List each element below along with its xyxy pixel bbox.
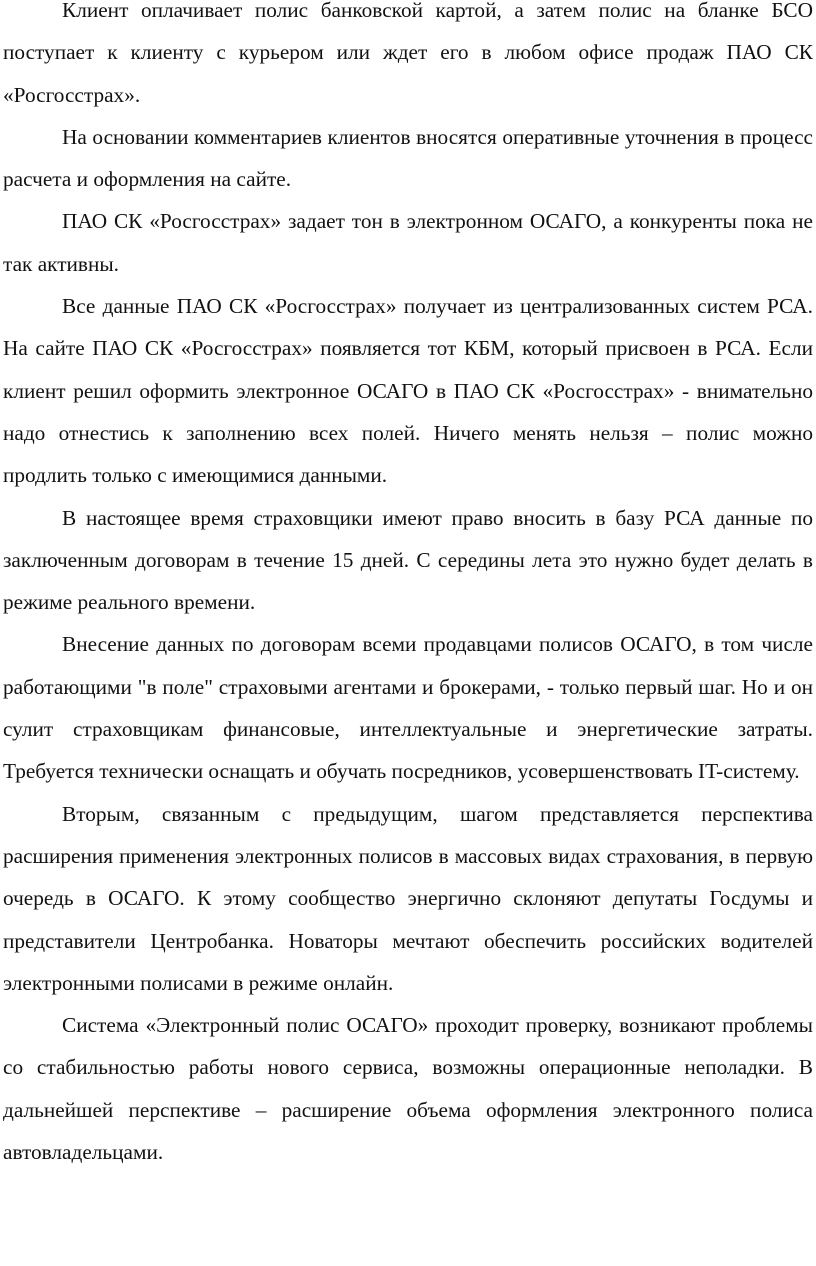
- paragraph-1: Клиент оплачивает полис банковской картой, а затем полис на бланке БСО поступает к клиенту с курьером или ждет его в любом офисе продаж ПАО СК «Росгосстрах».: [3, 0, 813, 107]
- paragraph-6: Внесение данных по договорам всеми продавцами полисов ОСАГО, в том числе работающими "в поле" страховыми агентами и брокерами, - только первый шаг. Но и он сулит страховщикам финансовые, интеллектуальные и энергетические затраты. Требуется технически оснащать и обучать посредников, усовершенствовать IT-систему.: [3, 632, 813, 784]
- paragraph-2: На основании комментариев клиентов вносятся оперативные уточнения в процесс расчета и оформления на сайте.: [3, 124, 813, 192]
- paragraph-8: Система «Электронный полис ОСАГО» проходит проверку, возникают проблемы со стабильностью работы нового сервиса, возможны операционные неполадки. В дальнейшей перспективе – расширение объема оформления электронного полиса автовладельцами.: [3, 1013, 813, 1165]
- paragraph-7: Вторым, связанным с предыдущим, шагом представляется перспектива расширения применения электронных полисов в массовых видах страхования, в первую очередь в ОСАГО. К этому сообщество энергично склоняют депутаты Госдумы и представители Центробанка. Новаторы мечтают обеспечить российских водителей электронными полисами в режиме онлайн.: [3, 801, 813, 995]
- paragraph-3: ПАО СК «Росгосстрах» задает тон в электронном ОСАГО, а конкуренты пока не так активны.: [3, 209, 813, 276]
- paragraph-5: В настоящее время страховщики имеют право вносить в базу РСА данные по заключенным договорам в течение 15 дней. С середины лета это нужно будет делать в режиме реального времени.: [3, 505, 813, 615]
- paragraph-4: Все данные ПАО СК «Росгосстрах» получает из централизованных систем РСА. На сайте ПАО СК «Росгосстрах» появляется тот КБМ, который присвоен в РСА. Если клиент решил оформить электронное ОСАГО в ПАО СК «Росгосстрах» - внимательно надо отнестись к заполнению всех полей. Ничего менять нельзя – полис можно продлить только с имеющимися данными.: [3, 294, 813, 488]
